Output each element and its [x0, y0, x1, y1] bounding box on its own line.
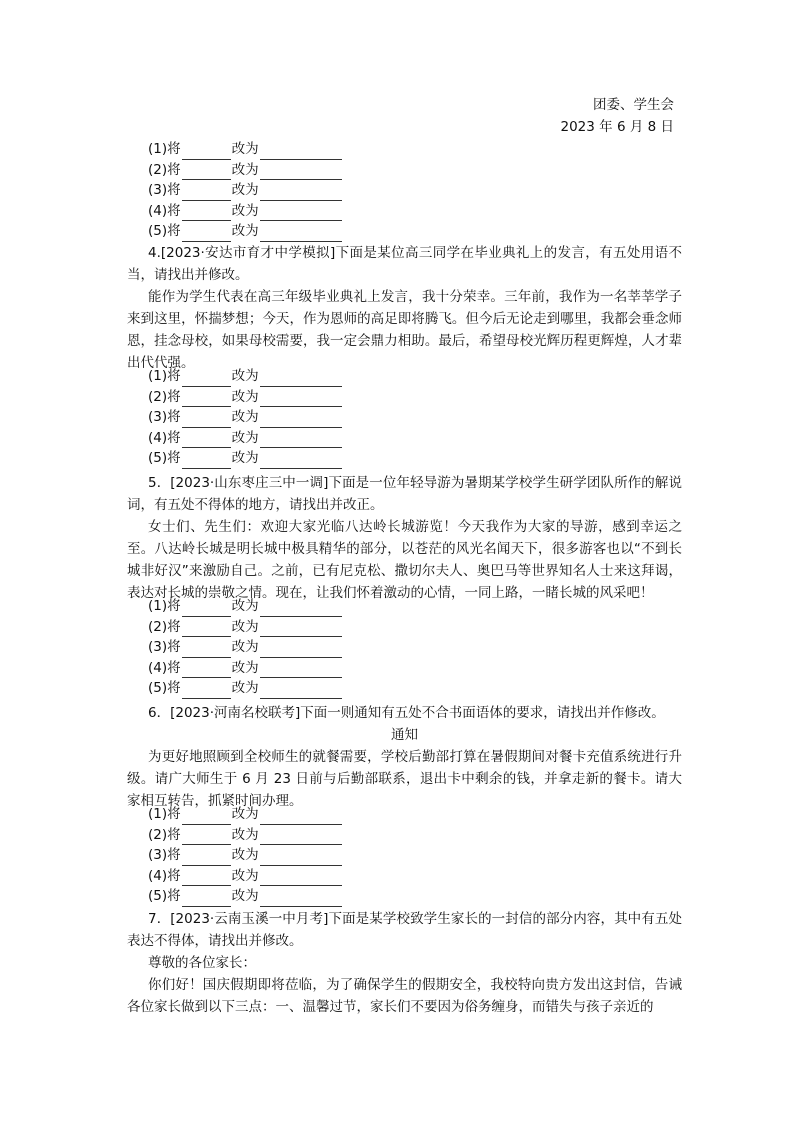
answer-row: (1) 将 改为: [127, 804, 682, 825]
answer-row: (1) 将 改为: [127, 366, 682, 387]
blank-revised[interactable]: [260, 145, 342, 160]
blank-revised[interactable]: [260, 663, 342, 678]
question-prompt: 4.[2023·安达市育才中学模拟]下面是某位高三同学在毕业典礼上的发言，有五处用语不当，请找出并修改。: [127, 245, 682, 283]
question-6: [127, 702, 682, 812]
answer-row: (4) 将 改为: [127, 658, 682, 679]
blank-revised[interactable]: [260, 227, 342, 242]
question-passage: 女士们、先生们：欢迎大家光临八达岭长城游览！今天我作为大家的导游，感到幸运之至。八达岭长城是明长城中极具精华的部分，以苍茫的风光名闻天下，很多游客也以“不到长城非好汉”来激励自己。之前，已有尼克松、撒切尔夫人、奥巴马等世界知名人士来这拜谒，表达对长城的崇敬之情。现在，让我们怀着激动的心情，一同上路，一睹长城的风采吧！: [127, 519, 682, 601]
blank-revised[interactable]: [260, 622, 342, 637]
blank-revised[interactable]: [260, 433, 342, 448]
answer-row: (5) 将 改为: [127, 448, 682, 469]
blank-revised[interactable]: [260, 810, 342, 825]
question-prompt: 7．[2023·云南玉溪一中月考]下面是某学校致学生家长的一封信的部分内容，其中有五处表达不得体，请找出并修改。: [127, 911, 682, 949]
answer-row: (5) 将 改为: [127, 678, 682, 699]
blank-revised[interactable]: [260, 165, 342, 180]
blank-original[interactable]: [182, 851, 231, 866]
question-passage: 为更好地照顾到全校师生的就餐需要，学校后勤部打算在暑假期间对餐卡充值系统进行升级。请广大师生于 6 月 23 日前与后勤部联系，退出卡中剩余的钱，并拿走新的餐卡。请大家相互转告，抓紧时间办理。: [127, 749, 682, 809]
answer-rows-q4: [127, 366, 682, 469]
blank-original[interactable]: [182, 145, 231, 160]
blank-original[interactable]: [182, 622, 231, 637]
letter-salutation: 尊敬的各位家长：: [148, 955, 256, 971]
question-5: [127, 472, 682, 604]
blank-revised[interactable]: [260, 871, 342, 886]
answer-rows-q6: [127, 804, 682, 907]
answer-rows-top: [127, 139, 682, 242]
blank-original[interactable]: [182, 684, 231, 699]
blank-original[interactable]: [182, 372, 231, 387]
answer-row: (2) 将 改为: [127, 387, 682, 408]
blank-original[interactable]: [182, 433, 231, 448]
blank-original[interactable]: [182, 643, 231, 658]
question-prompt: 5．[2023·山东枣庄三中一调]下面是一位年轻导游为暑期某学校学生研学团队所作的解说词，有五处不得体的地方，请找出并改正。: [127, 475, 682, 513]
blank-revised[interactable]: [260, 392, 342, 407]
answer-row: (2) 将 改为: [127, 617, 682, 638]
answer-row: (2) 将 改为: [127, 825, 682, 846]
answer-row: (4) 将 改为: [127, 201, 682, 222]
blank-original[interactable]: [182, 454, 231, 469]
blank-original[interactable]: [182, 871, 231, 886]
answer-row: (5) 将 改为: [127, 221, 682, 242]
signature-org: 团委、学生会: [593, 97, 674, 113]
question-passage: 能作为学生代表在高三年级毕业典礼上发言，我十分荣幸。三年前，我作为一名莘莘学子来到这里，怀揣梦想；今天，作为恩师的高足即将腾飞。但今后无论走到哪里，我都会垂念师恩，挂念母校，如果母校需要，我一定会鼎力相助。最后，希望母校光辉历程更辉煌，人才辈出代代强。: [127, 289, 682, 371]
answer-row: (2) 将 改为: [127, 160, 682, 181]
blank-revised[interactable]: [260, 186, 342, 201]
blank-original[interactable]: [182, 186, 231, 201]
question-7: [127, 908, 682, 1018]
answer-row: (3) 将 改为: [127, 637, 682, 658]
question-4: [127, 242, 682, 374]
blank-revised[interactable]: [260, 830, 342, 845]
blank-original[interactable]: [182, 810, 231, 825]
answer-row: (3) 将 改为: [127, 180, 682, 201]
answer-row: (4) 将 改为: [127, 428, 682, 449]
blank-original[interactable]: [182, 206, 231, 221]
blank-revised[interactable]: [260, 206, 342, 221]
blank-original[interactable]: [182, 830, 231, 845]
blank-original[interactable]: [182, 392, 231, 407]
notice-title: 通知: [391, 727, 418, 743]
blank-revised[interactable]: [260, 684, 342, 699]
blank-original[interactable]: [182, 413, 231, 428]
blank-original[interactable]: [182, 892, 231, 907]
blank-original[interactable]: [182, 602, 231, 617]
blank-original[interactable]: [182, 663, 231, 678]
blank-revised[interactable]: [260, 602, 342, 617]
answer-row: (4) 将 改为: [127, 866, 682, 887]
question-passage: 你们好！国庆假期即将莅临，为了确保学生的假期安全，我校特向贵方发出这封信，告诫各位家长做到以下三点：一、温馨过节，家长们不要因为俗务缠身，而错失与孩子亲近的: [127, 977, 682, 1015]
blank-revised[interactable]: [260, 413, 342, 428]
answer-row: (5) 将 改为: [127, 886, 682, 907]
answer-row: (1) 将 改为: [127, 596, 682, 617]
blank-revised[interactable]: [260, 372, 342, 387]
blank-revised[interactable]: [260, 454, 342, 469]
answer-row: (3) 将 改为: [127, 407, 682, 428]
answer-rows-q5: [127, 596, 682, 699]
blank-original[interactable]: [182, 165, 231, 180]
blank-revised[interactable]: [260, 643, 342, 658]
blank-revised[interactable]: [260, 851, 342, 866]
signature-date: 2023 年 6 月 8 日: [560, 119, 674, 135]
blank-revised[interactable]: [260, 892, 342, 907]
blank-original[interactable]: [182, 227, 231, 242]
answer-row: (1) 将 改为: [127, 139, 682, 160]
question-prompt: 6．[2023·河南名校联考]下面一则通知有五处不合书面语体的要求，请找出并作修改。: [148, 705, 665, 721]
answer-row: (3) 将 改为: [127, 845, 682, 866]
